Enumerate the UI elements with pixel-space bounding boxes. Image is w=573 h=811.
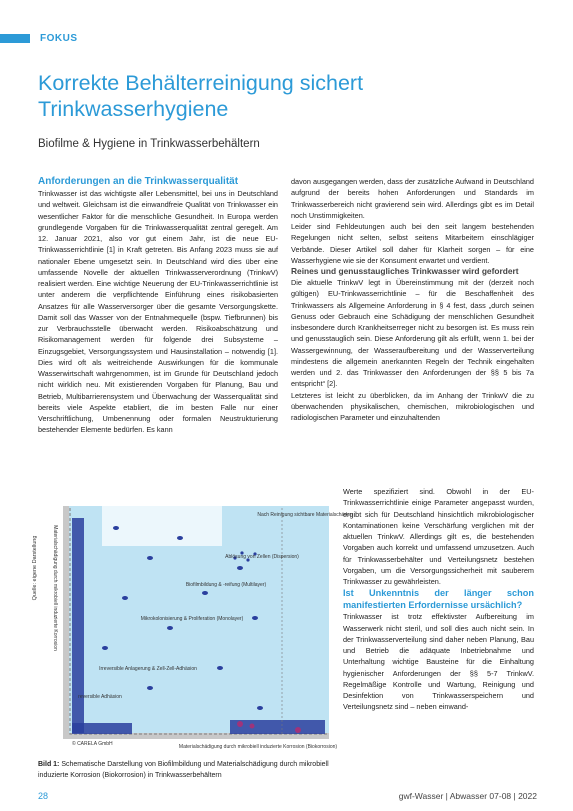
right-para-3: Die aktuelle TrinkwV legt in Übereinstimmung mit der (derzeit noch gültigen) EU-Trinkwasserrichtlinie – für die Beschaffenheit des Trinkwassers als Allgemeine Anforderung in § 4 fest, dass „durch seinen Genuss oder Gebrauch eine Schädigung der menschlichen Gesundheit insbesondere durch Krankheitserreger nicht zu besorgen ist. Es muss rein und genusstauglich sein. Diese Anforderung gilt als erfüllt, wenn 1. bei der Wassergewinnung, der Wasseraufbereitung und der Wasserverteilung mindestens die allgemein anerkannten Regeln der Technik eingehalten werden und 2. das Trinkwasser den Anforderungen der §§ 5 bis 7a entspricht“ [2]. <box>291 278 534 389</box>
right-para-2: Leider sind Fehldeutungen auch bei den seit langem bestehenden Regelungen nicht selten, selbst seitens Mitarbeitern einschlägiger Verbände. Dieser Artikel soll daher für Klarheit sorgen – für eine Wasserhygiene wie sie der Konsument erwartet und verdient. <box>291 222 534 265</box>
corrosion-spot <box>237 721 243 727</box>
figure-biofilm <box>30 498 353 756</box>
cell <box>113 526 119 530</box>
label-nach-reinigung: Nach Reinigung sichtbare Materialschäden <box>257 512 353 518</box>
right-para-1: davon ausgegangen werden, dass der zusätzliche Aufwand in Deutschland aufgrund der bereits hohen Anforderungen und Standards im Trinkwasserbereich nicht gravierend sein wird. Allerdings gibt es im Detail noch Unstimmigkeiten. <box>291 177 534 220</box>
figure-inset <box>102 506 222 546</box>
cell <box>167 626 173 630</box>
cell <box>147 686 153 690</box>
cell <box>102 646 108 650</box>
cell <box>147 556 153 560</box>
cell <box>202 591 208 595</box>
right-para-4b: Werte spezifiziert sind. Obwohl in der EU-Trinkwasserrichtlinie einige Parameter angepasst wurden, ergibt sich für Deutschland hinsichtlich mikrobiologischer Kontaminationen keine Verschärfung verglichen mit der aktuellen TrinkwV. Allerdings gilt es, die bestehenden Vorgaben auch korrekt und umfassend umzusetzen. Auch für Trinkwasserbehälter und Verteilungsnetz bestehen Vorgaben, um die Versorgungssicherheit mit sauberem Trinkwasser zu gewährleisten. <box>343 487 534 586</box>
figure-caption <box>38 760 338 781</box>
page-number: 28 <box>38 791 49 801</box>
left-column <box>38 176 278 436</box>
figure-copyright: © CARELA GmbH <box>72 741 113 747</box>
label-irreversibel: Irreversible Anlagerung & Zell-Zell-Adhäsion <box>99 666 197 672</box>
cell <box>217 666 223 670</box>
cell <box>122 596 128 600</box>
section-heading-anforderungen: Anforderungen an die Trinkwasserqualität <box>38 176 239 187</box>
caption-lead: Bild 1: <box>38 761 60 768</box>
rubric-label: FOKUS <box>40 33 78 44</box>
cell <box>257 706 263 710</box>
corrosion-spot <box>295 727 301 733</box>
left-body-text: Trinkwasser ist das wichtigste aller Lebensmittel, bei uns in Deutschland und weltweit. Gleichsam ist die einwandfreie Qualität von Trinkwasser ein wesentlicher Faktor für die menschliche Gesundheit. In Europa werden grundlegende Vorgaben für die Trinkwasserqualität zentral geregelt. Am 12. Januar 2021, also vor gut einem Jahr, ist die neue EU-Trinkwasserrichtlinie [1] in Kraft getreten. Bis Anfang 2023 muss sie auf nationaler Ebene umgesetzt sein. In Deutschland wird dies über eine umfassende Novelle der aktuellen Trinkwasserverordnung (TrinkwV) realisiert werden. Eine wichtige Neuerung der EU-Trinkwasserrichtlinie ist unter anderem die verpflichtende Einführung eines risikobasierten Ansatzes für alle Wasserversorger über die gesamte Versorgungskette. Damit soll das Wasser von der Entnahmequelle (bspw. Tiefbrunnen) bis zur Verbrauchsstelle überwacht werden. Risikoabschätzung und Risikomanagement werden für folgende drei Subsysteme – Einzugsgebiet, Versorgungssystem und Hausinstallation – notwendig [1]. Dies wird oft als weitreichende Auswirkungen für die kommunale Wasserwirtschaft wahrgenommen, ist im Grunde für Deutschland jedoch nicht wirklich neu. Mit existierenden Vorgaben für Planung, Bau und Betrieb, Multibarrierensystem und Überwachung der Wasserqualität sind bereits viele Aspekte etabliert, die im besten Falle nur einer Verschriftlichung, Umbenennung oder formalen Neustrukturierung bestehender Elemente bedürfen. Es kann <box>38 189 278 435</box>
label-mikrokolonisierung: Mikrokolonisierung & Proliferation (Monolayer) <box>140 616 244 622</box>
label-reversibel: reversible Adhäsion <box>78 694 122 700</box>
article-title: Korrekte Behälterreinigung sichert Trinkwasserhygiene <box>38 71 364 121</box>
rubric-bar <box>0 34 30 43</box>
right-para-4a: Letzteres ist leicht zu überblicken, da im Anhang der TrinkwV die zu überwachenden physikalischen, chemischen, mikrobiologischen und radiologischen Parameter und einzuhaltenden <box>291 390 534 422</box>
floor-biofilm-left <box>72 723 132 734</box>
figure-side-label-source: Quelle: eigene Darstellung <box>32 535 38 601</box>
journal-footer: gwf-Wasser | Abwasser 07-08 | 2022 <box>398 791 537 801</box>
cell <box>177 536 183 540</box>
right-column-lower <box>343 486 534 713</box>
figure-biofilm-diagram <box>30 498 353 756</box>
right-para-5: Trinkwasser ist trotz effektivster Aufbereitung im Wasserwerk nicht steril, und soll dies auch nicht sein. In der Trinkwasserverteilung sind daher neben Planung, Bau und Betrieb die adäquate Inbetriebnahme und Unterhaltung wichtige Bausteine für die Einhaltung hygienischer Anforderungen der §§ 5-7 TrinkwV. Regelmäßige Kontrolle und Wartung, Reinigung und Desinfektion von Trinkwasserspeichern und Verteilungsnetz sind – neben einwand- <box>343 612 534 712</box>
cell <box>237 566 243 570</box>
corrosion-spot <box>250 724 255 729</box>
label-ablosung: Ablösung von Zellen (Dispersion) <box>225 554 299 560</box>
floor-biofilm-right <box>230 720 325 734</box>
caption-text: Schematische Darstellung von Biofilmbildung und Materialschädigung durch mikrobiell induzierte Korrosion (Biokorrosion) in Trinkwasserbehältern <box>38 761 329 779</box>
figure-side-label-corrosion: Materialschädigung durch mikrobiell induzierte Korrosion <box>52 525 58 651</box>
label-biofilmbildung: Biofilmbildung & -reifung (Multilayer) <box>185 582 267 588</box>
wall-biofilm <box>72 518 84 733</box>
section-heading-reines: Reines und genusstaugliches Trinkwasser wird gefordert <box>291 266 519 276</box>
article-subtitle: Biofilme & Hygiene in Trinkwasserbehältern <box>38 138 260 150</box>
right-column-upper <box>291 176 534 423</box>
cell <box>252 616 258 620</box>
section-heading-unkenntnis: Ist Unkenntnis der länger schon manifestierten Erfordernisse ursächlich? <box>343 588 534 611</box>
label-materialschadigung: Materialschädigung durch mikrobiell induzierte Korrosion (Biokorrosion) <box>178 744 338 750</box>
